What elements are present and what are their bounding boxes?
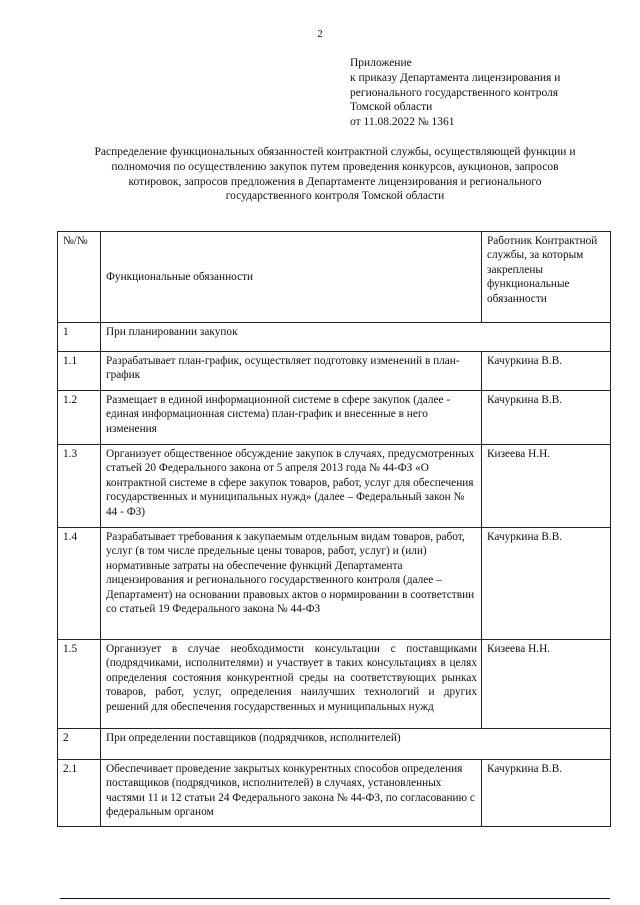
appendix-line: Приложение <box>350 57 412 69</box>
table-header-row <box>58 232 611 323</box>
section-row <box>58 323 611 352</box>
document-title <box>50 145 620 204</box>
section-num: 2 <box>58 729 101 760</box>
title-line: полномочия по осуществлению закупок путем проведения конкурсов, аукционов, запросов <box>111 160 559 173</box>
row-duty: Организует в случае необходимости консультации с поставщиками (подрядчиками, исполнителями) и участвует в таких консультациях в целях определения состояния конкурентной среды на соответствующих рынках товаров, работ, услуг, определения наилучших технологий и других решений для обеспечения государственных и муниципальных нужд <box>101 640 482 729</box>
row-duty: Размещает в единой информационной системе в сфере закупок (далее - единая информационная система) план-график и внесенные в него изменения <box>101 391 482 445</box>
table-row <box>58 352 611 391</box>
table-row <box>58 528 611 640</box>
row-num: 1.2 <box>58 391 101 445</box>
appendix-block <box>350 56 620 130</box>
table-row <box>58 640 611 729</box>
section-num: 1 <box>58 323 101 352</box>
table-row <box>58 391 611 445</box>
page-number: 2 <box>317 28 323 40</box>
row-employee: Качуркина В.В. <box>482 352 611 391</box>
row-duty: Организует общественное обсуждение закупок в случаях, предусмотренных статьей 20 Федерального закона от 5 апреля 2013 года № 44-ФЗ «О контрактной системе в сфере закупок товаров, работ, услуг для обеспечения государственных и муниципальных нужд» (далее – Федеральный закон № 44 - ФЗ) <box>101 445 482 528</box>
appendix-line: к приказу Департамента лицензирования и <box>350 71 561 84</box>
row-employee: Кизеева Н.Н. <box>482 640 611 729</box>
header-employee: Работник Контрактной службы, за которым закреплены функциональные обязанности <box>482 232 611 323</box>
row-employee: Качуркина В.В. <box>482 391 611 445</box>
footer-divider <box>60 898 610 899</box>
section-row <box>58 729 611 760</box>
row-num: 1.3 <box>58 445 101 528</box>
section-title: При определении поставщиков (подрядчиков, исполнителей) <box>101 729 611 760</box>
row-num: 1.5 <box>58 640 101 729</box>
duties-table <box>57 231 611 827</box>
row-num: 2.1 <box>58 760 101 827</box>
title-line: Распределение функциональных обязанностей контрактной службы, осуществляющей функции и <box>94 146 576 158</box>
header-num: №/№ <box>58 232 101 323</box>
row-duty: Разрабатывает план-график, осуществляет подготовку изменений в план-график <box>101 352 482 391</box>
row-num: 1.1 <box>58 352 101 391</box>
row-duty: Обеспечивает проведение закрытых конкурентных способов определения поставщиков (подрядчиков, исполнителей) в случаях, установленных частями 11 и 12 статьи 24 Федерального закона № 44-ФЗ, по согласованию с федеральным органом <box>101 760 482 827</box>
header-duty: Функциональные обязанности <box>101 232 482 323</box>
appendix-line: Томской области <box>350 101 433 114</box>
table-row <box>58 445 611 528</box>
row-employee: Качуркина В.В. <box>482 760 611 827</box>
appendix-line: от 11.08.2022 № 1361 <box>350 116 455 129</box>
appendix-line: регионального государственного контроля <box>350 86 559 99</box>
section-title: При планировании закупок <box>101 323 611 352</box>
title-line: государственного контроля Томской области <box>225 190 445 203</box>
row-num: 1.4 <box>58 528 101 640</box>
row-employee: Качуркина В.В. <box>482 528 611 640</box>
title-line: котировок, запросов предложения в Департаменте лицензирования и регионального <box>128 175 542 188</box>
row-employee: Кизеева Н.Н. <box>482 445 611 528</box>
table-row <box>58 760 611 827</box>
row-duty: Разрабатывает требования к закупаемым отдельным видам товаров, работ, услуг (в том числе предельные цены товаров, работ, услуг) и (или) нормативные затраты на обеспечение функций Департамента лицензирования и регионального государственного контроля (далее – Департамент) на основании правовых актов о нормировании в соответствии со статьей 19 Федерального закона № 44-ФЗ <box>101 528 482 640</box>
